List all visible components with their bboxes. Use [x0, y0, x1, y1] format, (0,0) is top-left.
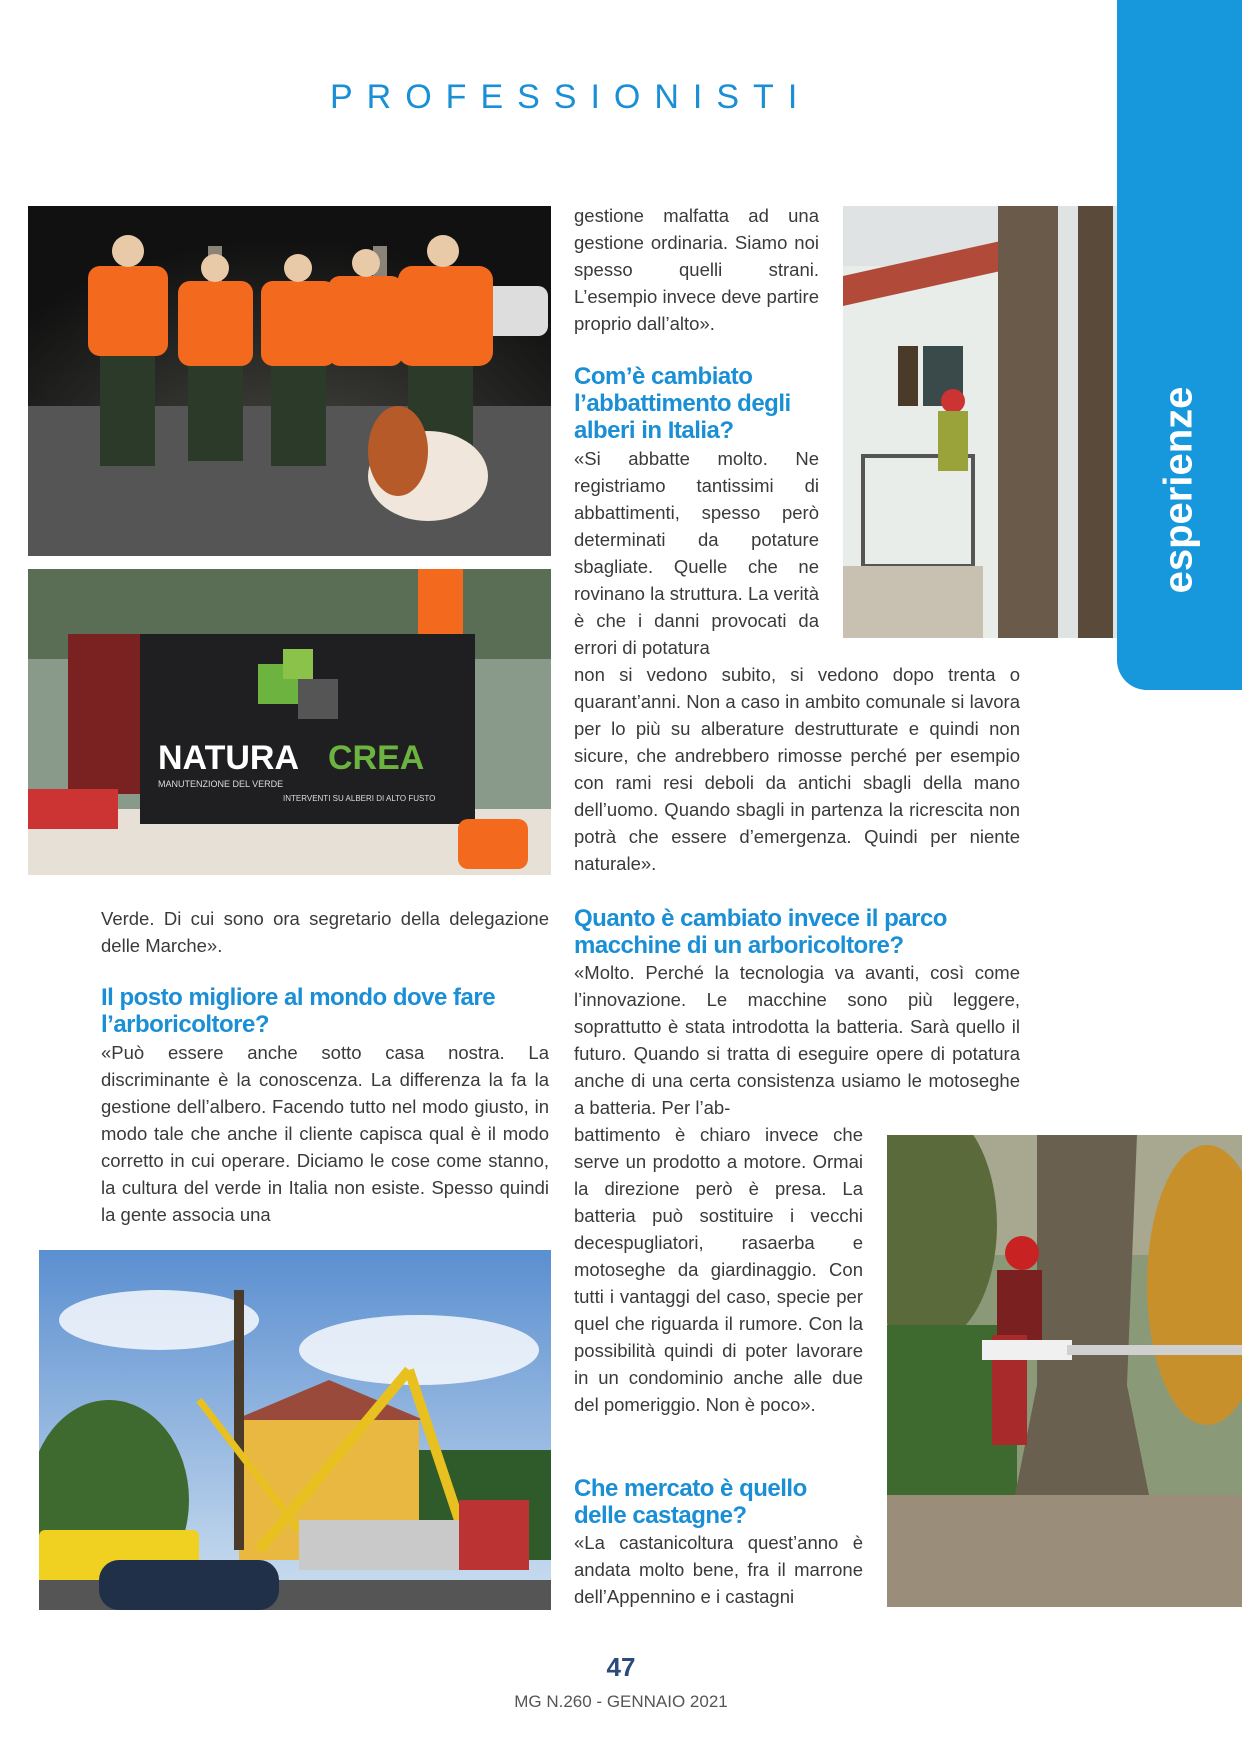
banner-brand-right: CREA	[328, 739, 425, 777]
body-text-right-top: gestione malfatta ad una gestione ordinaria. Siamo noi spesso quelli strani. L’esempio invece deve partire proprio dall’alto».	[574, 205, 819, 334]
naturacrea-banner-photo	[28, 569, 551, 875]
lift-pruning-photo	[843, 206, 1117, 638]
chainsaw-felling-photo	[887, 1135, 1242, 1607]
crane-truck-photo	[39, 1250, 551, 1610]
side-tab-label: esperienze	[1156, 386, 1201, 594]
banner-tagline: MANUTENZIONE DEL VERDE	[158, 779, 284, 789]
answer-posto-migliore: «Può essere anche sotto casa nostra. La discriminante è la conoscenza. La differenza la fa la gestione dell’albero. Facendo tutto nel modo giusto, in modo tale che anche il cliente capisca qual è il modo corretto in cui operare. Diciamo le cose come stanno, la cultura del verde in Italia non esiste. Spesso quindi la gente associa una	[101, 1042, 549, 1225]
body-text-left: Verde. Di cui sono ora segretario della delegazione delle Marche».	[101, 908, 549, 956]
question-abbattimento: Com’è cambiato l’abbattimento degli alberi in Italia?	[574, 363, 791, 444]
answer-abbattimento-wide: non si vedono subito, si vedono dopo trenta o quarant’anni. Non a caso in ambito comunale si lavora per lo più su alberature destrutturate e quindi non sicure, che andrebbero rimosse perché per esempio con rami resi deboli da antichi sbagli della mano dell’uomo. Quando sbagli in partenza la ricrescita non potrà che essere d’emergenza. Quindi per niente naturale».	[574, 664, 1020, 874]
question-parco-macchine: Quanto è cambiato invece il parco macchine di un arboricoltore?	[574, 905, 947, 959]
section-header: PROFESSIONISTI	[330, 78, 812, 116]
answer-parco-macchine-narrow: battimento è chiaro invece che serve un prodotto a motore. Ormai la direzione però è presa. La batteria può sostituire i vecchi decespugliatori, rasaerba e motoseghe da giardinaggio. Con tutti i vantaggi del caso, specie per quel che riguarda il rumore. Con la possibilità quindi di poter lavorare in un condominio anche alle due del pomeriggio. Non è poco».	[574, 1124, 863, 1415]
page-number: 47	[606, 1652, 636, 1682]
banner-subtitle: INTERVENTI SU ALBERI DI ALTO FUSTO	[283, 794, 436, 803]
question-castagne: Che mercato è quello delle castagne?	[574, 1475, 807, 1529]
issue-info: MG N.260 - GENNAIO 2021	[514, 1692, 728, 1711]
answer-parco-macchine-wide: «Molto. Perché la tecnologia va avanti, così come l’innovazione. Le macchine sono più leggere, soprattutto è stata introdotta la batteria. Sarà quello il futuro. Quando si tratta di eseguire opere di potatura anche di una certa consistenza usiamo le motoseghe a batteria. Per l’ab-	[574, 962, 1020, 1118]
answer-abbattimento-top: «Si abbatte molto. Ne registriamo tantissimi di abbattimenti, spesso però determinati da potature sbagliate. Quelle che ne rovinano la struttura. La verità è che i danni provocati da errori di potatura	[574, 448, 819, 658]
team-photo	[28, 206, 551, 556]
side-tab	[1117, 0, 1242, 690]
question-posto-migliore: Il posto migliore al mondo dove fare l’arboricoltore?	[101, 984, 496, 1038]
answer-castagne: «La castanicoltura quest’anno è andata molto bene, fra il marrone dell’Appennino e i castagni	[574, 1532, 863, 1607]
banner-brand-left: NATURA	[158, 739, 300, 777]
